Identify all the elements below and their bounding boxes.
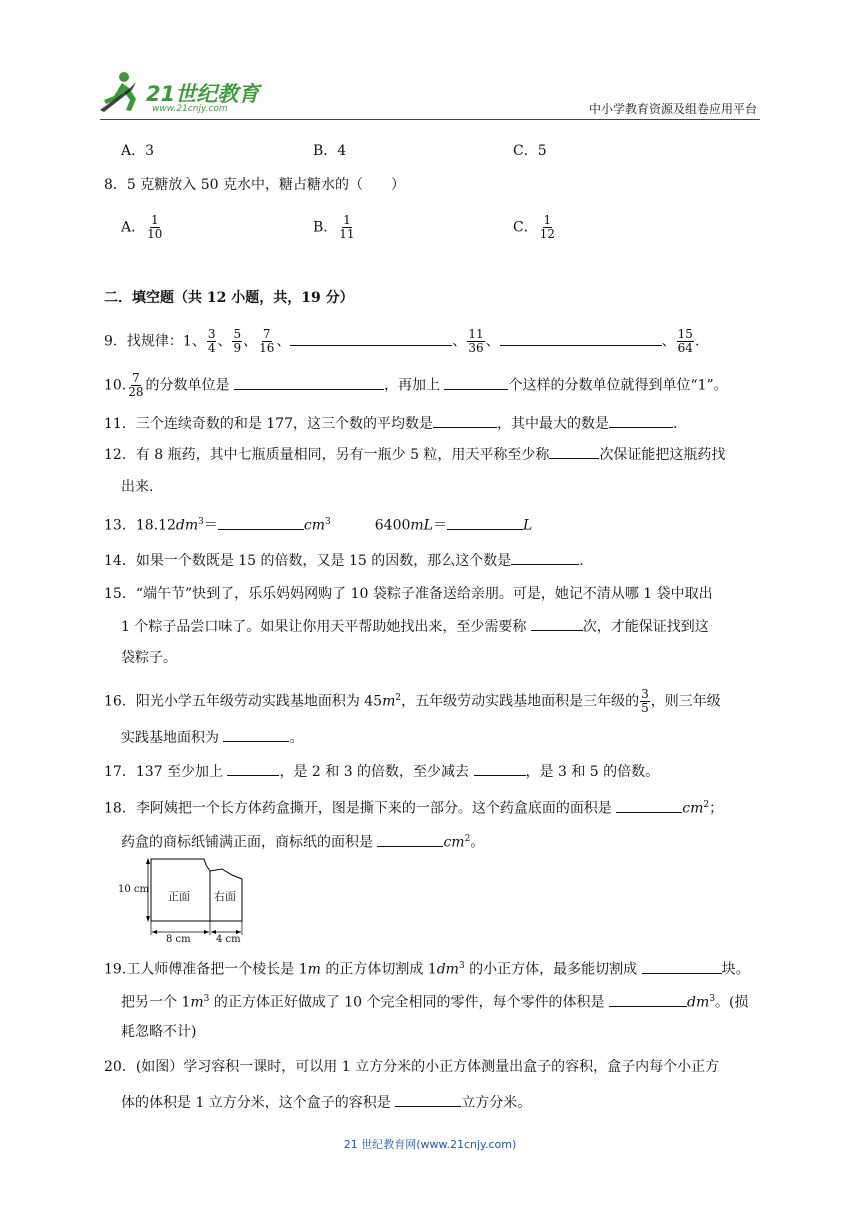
q19-unit-m2: m [190,994,204,1011]
q14 [104,550,584,571]
fig-width1-label: 8 cm [166,934,191,945]
q11-blank-2[interactable] [609,413,673,428]
q19-unit-dm: dm [436,961,459,978]
q18-text-3: 药盒的商标纸铺满正面，商标纸的面积是 [121,834,378,851]
q9-f4-num: 11 [468,327,484,341]
q20-text-1: 体的体积是 1 立方分米，这个盒子的容积是 [121,1095,396,1111]
q9-sep: 、 [661,333,676,350]
q13-sup-1: 3 [198,517,204,527]
q9-f1-num: 3 [207,327,216,341]
q19-line-2 [121,989,748,1013]
q19-text-4: 块。 [721,961,750,978]
q20-line-1: 20．(如图）学习容积一课时，可以用 1 立方分米的小正方体测量出盒子的容积，盒子内每个小正方 [104,1059,720,1075]
q18-line-2 [121,829,484,853]
fig-height-label: 10 cm [118,884,149,895]
q19-line-3: 耗忽略不计) [121,1024,197,1040]
q16-text-1: 16．阳光小学五年级劳动实践基地面积为 45 [104,693,383,710]
q17-text-1: 17．137 至少加上 [104,764,228,780]
q8-b-num: 1 [343,213,351,227]
q17 [104,761,659,782]
q8-a-num: 1 [150,213,159,227]
q9-frac-5 [677,328,694,355]
q17-text-3: ，是 3 和 5 的倍数。 [525,764,660,780]
q13-text-2: 6400 [374,517,411,534]
q17-blank-2[interactable] [474,761,526,776]
q8-c-label: C． [513,219,538,236]
q19-sup-1: 3 [458,961,465,971]
q8-b-den: 11 [339,227,355,241]
q15-line-2 [121,616,709,637]
q19-text-7: 。(损 [714,994,749,1011]
q16-text-3: ，则三年级 [650,693,721,710]
q9-prefix: 9．找规律：1、 [104,333,206,350]
q18-figure [118,855,248,947]
site-logo [96,70,266,118]
q10-text-2: ，再加上 [384,377,445,394]
q12-line-2: 出来. [121,479,154,495]
q7-option-c: C．5 [513,143,547,159]
q10-text-1: 的分数单位是 [145,377,234,394]
q16-line-1 [104,688,721,715]
q19-sup-2: 3 [203,994,210,1004]
q10-text-3: 个这样的分数单位就得到单位“1”。 [508,377,728,394]
q9-sep: 、 [217,333,232,350]
q20-line-2 [121,1092,531,1113]
q9-f2-num: 5 [233,327,242,341]
q15-blank[interactable] [531,616,583,631]
q10-num: 7 [132,371,140,385]
q13-eq-1: ＝ [203,517,218,534]
q7-option-b: B．4 [313,143,347,159]
q8-a-label: A． [121,219,146,236]
q11 [104,413,677,434]
q16-den: 5 [641,701,649,716]
q19-text-2: 的正方体切割成 1 [320,961,437,978]
q13-unit-l: L [522,517,533,534]
q10-blank-1[interactable] [234,375,384,390]
q16-sup: 2 [395,693,402,703]
q20-text-2: 立方分米。 [461,1095,532,1111]
q13-eq-2: ＝ [432,517,447,534]
q9-f2-den: 9 [233,341,242,355]
q9-sep: 、 [243,333,258,350]
fig-right-label: 右面 [214,890,236,903]
q19-text-5: 把另一个 1 [121,994,191,1011]
q12-blank[interactable] [549,444,599,459]
q9-end: . [694,333,700,350]
logo-title: 21世纪教育 [146,82,260,106]
fig-front-label: 正面 [168,890,190,903]
q10 [104,372,728,399]
fig-width2-label: 4 cm [216,934,241,945]
q16-unit: m [382,693,396,710]
q9-sep: 、 [276,333,291,350]
q9-blank-1[interactable] [290,331,452,346]
q18-sup-2: 2 [464,834,471,844]
runner-logo-icon [96,70,146,114]
section2-title: 二．填空题（共 12 小题，共，19 分） [104,290,354,306]
q13-unit-dm: dm [175,517,199,534]
q12-text-1: 12．有 8 瓶药，其中七瓶质量相同，另有一瓶少 5 粒，用天平称至少称 [104,447,550,463]
q20-blank[interactable] [395,1092,461,1107]
q15-text-2: 次，才能保证找到这 [582,619,709,635]
q10-blank-2[interactable] [444,375,508,390]
q8-option-a [121,214,164,241]
q18-text-2: ； [709,800,724,817]
q19-line-1 [104,956,750,980]
q9-sep: 、 [452,333,467,350]
q19-blank-1[interactable] [642,959,722,974]
q16-line-2 [121,727,303,748]
q13-unit-cm: cm [303,517,326,534]
q16-text-4: 实践基地面积为 [121,730,224,746]
header-right-text: 中小学教育资源及组卷应用平台 [588,102,757,116]
q12-line-1 [104,444,725,465]
q8-a-den: 10 [147,227,163,241]
q10-prefix: 10. [104,377,127,394]
q9-f5-den: 64 [677,341,693,355]
q16-text-5: 。 [289,730,304,746]
q8-b-label: B． [313,219,338,236]
footer-text: 21 世纪教育网(www.21cnjy.com) [343,1138,517,1151]
q10-fraction [127,372,144,399]
q9-f3-den: 16 [259,341,275,355]
logo-url: www.21cnjy.com [152,104,228,114]
q19-text-1: 19.工人师傅准备把一个棱长是 1 [104,961,308,978]
q19-unit-m: m [307,961,321,978]
q13-blank-1[interactable] [218,515,304,530]
q9-f5-num: 15 [677,327,693,341]
q11-blank-1[interactable] [433,413,497,428]
q9-frac-4 [467,328,484,355]
q13 [104,512,532,536]
q18-text-4: 。 [470,834,485,851]
q9-sep: 、 [485,333,500,350]
q18-unit-2: cm [443,834,465,851]
q18-blank-1[interactable] [616,798,682,813]
q13-sup-2: 3 [325,517,331,527]
q8-option-c [513,214,557,241]
q19-sup-3: 3 [709,994,715,1004]
q9-frac-2 [232,328,242,355]
q16-num: 3 [641,687,649,702]
q14-text-1: 14．如果一个数既是 15 的倍数，又是 15 的因数，那么这个数是 [104,553,512,569]
q15-line-1: 15．“端午节”快到了，乐乐妈妈网购了 10 袋粽子准备送给亲朋。可是，她记不清从哪 1 袋中取出 [104,586,713,602]
q8-c-num: 1 [543,213,552,227]
q8-c-den: 12 [539,227,555,241]
q9-frac-1 [207,328,217,355]
q9-f4-den: 36 [468,341,484,355]
q13-unit-ml: mL [410,517,433,534]
q9 [104,328,699,355]
q9-blank-2[interactable] [500,331,662,346]
q12-text-2: 次保证能把这瓶药找 [599,447,726,463]
q19-blank-2[interactable] [609,992,687,1007]
q16-fraction [640,688,650,715]
q8-option-b [313,214,357,241]
q11-text-2: ，其中最大的数是 [497,416,609,432]
q8-b-fraction [338,214,355,241]
q18-line-1 [104,795,723,819]
q14-blank[interactable] [511,550,579,565]
q9-frac-3 [258,328,275,355]
q10-den: 28 [128,385,144,399]
q16-text-2: ，五年级劳动实践基地面积是三年级的 [401,693,640,710]
q18-unit-1: cm [682,800,704,817]
q17-blank-1[interactable] [227,761,279,776]
q7-option-a: A．3 [121,143,155,159]
q15-text-1: 1 个粽子品尝口味了。如果让你用天平帮助她找出来，至少需要称 [121,619,531,635]
q8-a-fraction [146,214,163,241]
header-divider [100,119,760,120]
q8-text: 8．5 克糖放入 50 克水中，糖占糖水的（ ） [104,177,405,193]
q18-blank-2[interactable] [377,832,443,847]
q9-f1-den: 4 [207,341,216,355]
q14-text-2: . [579,553,584,569]
q13-text-1: 13．18.12 [104,517,176,534]
q18-sup-1: 2 [703,800,710,810]
q11-text-3: . [673,416,678,432]
q11-text-1: 11．三个连续奇数的和是 177，这三个数的平均数是 [104,416,433,432]
q19-text-3: 的小正方体，最多能切割成 [464,961,642,978]
q13-blank-2[interactable] [447,515,523,530]
q17-text-2: ，是 2 和 3 的倍数，至少减去 [279,764,474,780]
q19-text-6: 的正方体正好做成了 10 个完全相同的零件，每个零件的体积是 [209,994,609,1011]
q16-blank[interactable] [223,727,289,742]
q19-unit-dm2: dm [687,994,710,1011]
q8-c-fraction [539,214,556,241]
q9-f3-num: 7 [262,327,271,341]
q15-line-3: 袋粽子。 [121,650,177,666]
q18-text-1: 18．李阿姨把一个长方体药盒撕开，图是撕下来的一部分。这个药盒底面的面积是 [104,800,617,817]
